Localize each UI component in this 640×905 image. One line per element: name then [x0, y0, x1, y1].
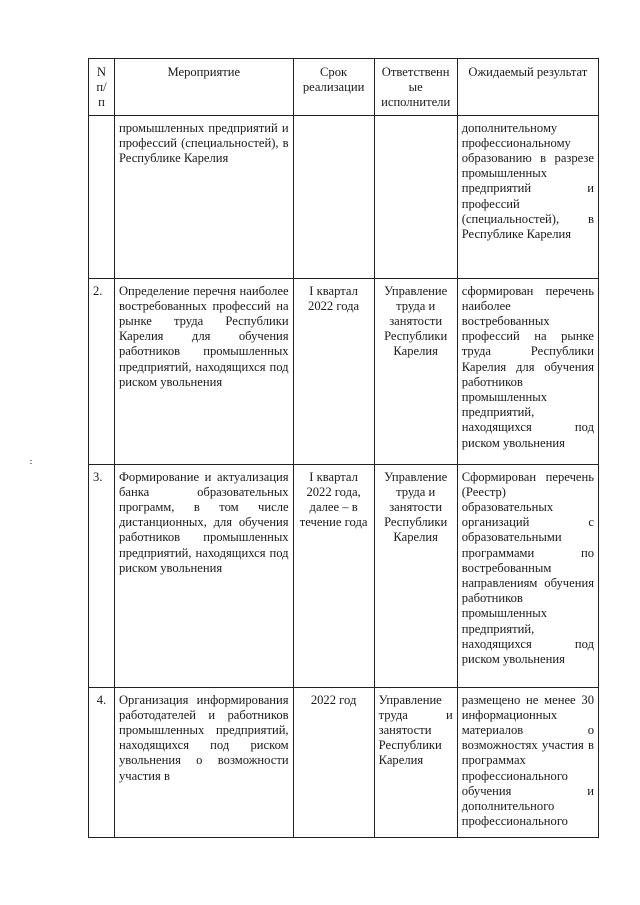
row-number: 4. [89, 687, 115, 837]
row-number: 3. [89, 464, 115, 687]
row-responsible [374, 115, 457, 278]
header-number: N п/п [89, 59, 115, 116]
row-term: I квартал 2022 года, далее – в течение года [293, 464, 374, 687]
table-row [89, 687, 599, 837]
header-result: Ожидаемый результат [457, 59, 598, 116]
scan-artifact [30, 460, 33, 463]
table-header-row [89, 59, 599, 116]
events-table [88, 58, 599, 838]
table-row [89, 115, 599, 278]
row-responsible: Управление труда и занятости Республики Карелия [374, 278, 457, 464]
row-term: I квартал 2022 года [293, 278, 374, 464]
row-event: Определение перечня наиболее востребованных профессий на рынке труда Республики Карелия для обучения работников промышленных предприятий, находящихся под риском увольнения [114, 278, 293, 464]
row-term: 2022 год [293, 687, 374, 837]
row-result: дополнительному профессиональному образованию в разрезе промышленных предприятий и профессий (специальностей), в Республике Карелия [457, 115, 598, 278]
row-event: промышленных предприятий и профессий (специальностей), в Республике Карелия [114, 115, 293, 278]
table-row [89, 278, 599, 464]
header-responsible: Ответственные исполнители [374, 59, 457, 116]
table-row [89, 464, 599, 687]
row-number [89, 115, 115, 278]
row-number: 2. [89, 278, 115, 464]
row-result: размещено не менее 30 информационных материалов о возможностях участия в программах профессионального обучения и дополнительного профессионального [457, 687, 598, 837]
row-responsible: Управление труда и занятости Республики Карелия [374, 687, 457, 837]
header-term: Срок реализации [293, 59, 374, 116]
row-result: Сформирован перечень (Реестр) образовательных организаций с образовательными программами по востребованным направлениям обучения работников промышленных предприятий, находящихся под риском увольнения [457, 464, 598, 687]
row-responsible: Управление труда и занятости Республики Карелия [374, 464, 457, 687]
header-event: Мероприятие [114, 59, 293, 116]
row-event: Организация информирования работодателей и работников промышленных предприятий, находящихся под риском увольнения о возможности участия в [114, 687, 293, 837]
row-result: сформирован перечень наиболее востребованных профессий на рынке труда Республики Карелия для обучения работников промышленных предприятий, находящихся под риском увольнения [457, 278, 598, 464]
row-term [293, 115, 374, 278]
row-event: Формирование и актуализация банка образовательных программ, в том числе дистанционных, для обучения работников промышленных предприятий, находящихся под риском увольнения [114, 464, 293, 687]
